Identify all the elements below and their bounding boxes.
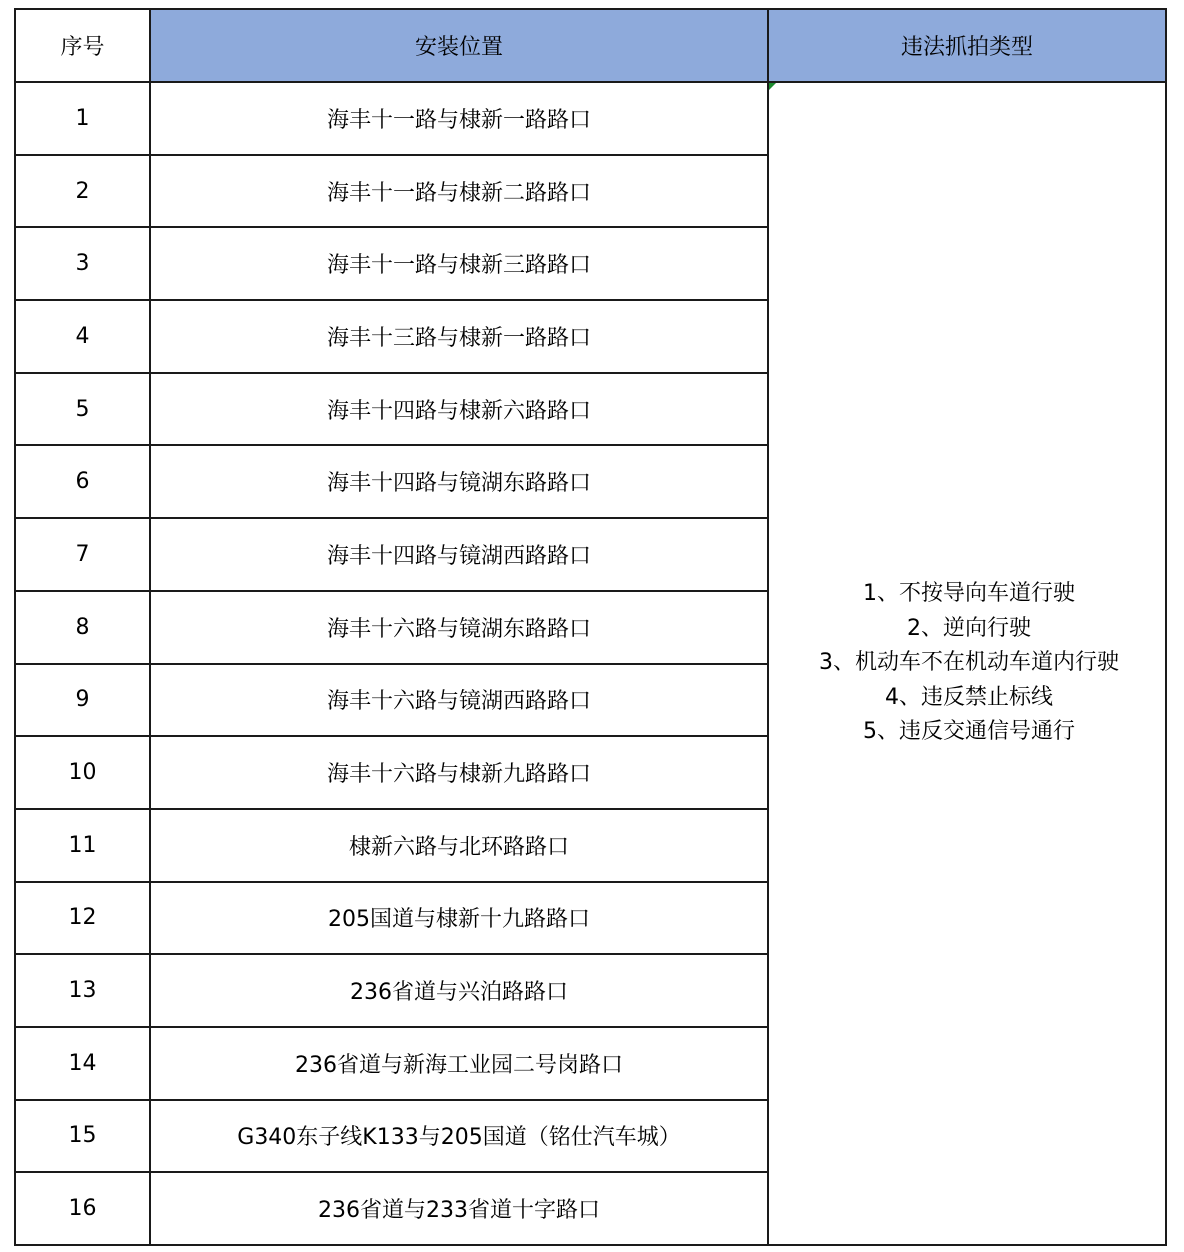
row-location: 海丰十六路与镜湖西路路口	[150, 664, 768, 737]
header-violation-type: 违法抓拍类型	[768, 9, 1166, 82]
camera-location-table	[14, 8, 1167, 1246]
row-number: 4	[15, 300, 150, 373]
violation-type-item: 4、违反禁止标线	[885, 684, 1053, 710]
row-location: 236省道与新海工业园二号岗路口	[150, 1027, 768, 1100]
row-number: 13	[15, 954, 150, 1027]
row-number: 2	[15, 155, 150, 228]
row-location: 236省道与233省道十字路口	[150, 1172, 768, 1245]
violation-type-item: 2、逆向行驶	[907, 615, 1031, 641]
violation-types-cell	[768, 82, 1166, 1245]
row-location: 海丰十一路与棣新二路路口	[150, 155, 768, 228]
row-number: 3	[15, 227, 150, 300]
row-location: 海丰十一路与棣新三路路口	[150, 227, 768, 300]
table-row	[15, 82, 1166, 155]
violation-type-item: 5、违反交通信号通行	[863, 719, 1075, 745]
row-location: 棣新六路与北环路路口	[150, 809, 768, 882]
violation-type-item: 3、机动车不在机动车道内行驶	[819, 650, 1119, 676]
violation-type-item: 1、不按导向车道行驶	[863, 581, 1075, 607]
row-location: 海丰十三路与棣新一路路口	[150, 300, 768, 373]
row-number: 12	[15, 882, 150, 955]
row-number: 14	[15, 1027, 150, 1100]
header-install-location: 安装位置	[150, 9, 768, 82]
header-row	[15, 9, 1166, 82]
row-number: 5	[15, 373, 150, 446]
row-number: 6	[15, 445, 150, 518]
row-location: 205国道与棣新十九路路口	[150, 882, 768, 955]
row-number: 9	[15, 664, 150, 737]
violation-types-list	[769, 577, 1165, 750]
row-number: 15	[15, 1100, 150, 1173]
row-number: 11	[15, 809, 150, 882]
row-location: 海丰十四路与镜湖西路路口	[150, 518, 768, 591]
row-location: 海丰十六路与棣新九路路口	[150, 736, 768, 809]
row-location: 海丰十一路与棣新一路路口	[150, 82, 768, 155]
row-location: G340东子线K133与205国道（铭仕汽车城）	[150, 1100, 768, 1173]
row-number: 8	[15, 591, 150, 664]
row-number: 16	[15, 1172, 150, 1245]
header-serial-number: 序号	[15, 9, 150, 82]
row-number: 7	[15, 518, 150, 591]
row-location: 236省道与兴泊路路口	[150, 954, 768, 1027]
row-location: 海丰十四路与棣新六路路口	[150, 373, 768, 446]
row-location: 海丰十四路与镜湖东路路口	[150, 445, 768, 518]
row-location: 海丰十六路与镜湖东路路口	[150, 591, 768, 664]
comment-marker-icon	[769, 83, 776, 90]
row-number: 1	[15, 82, 150, 155]
row-number: 10	[15, 736, 150, 809]
